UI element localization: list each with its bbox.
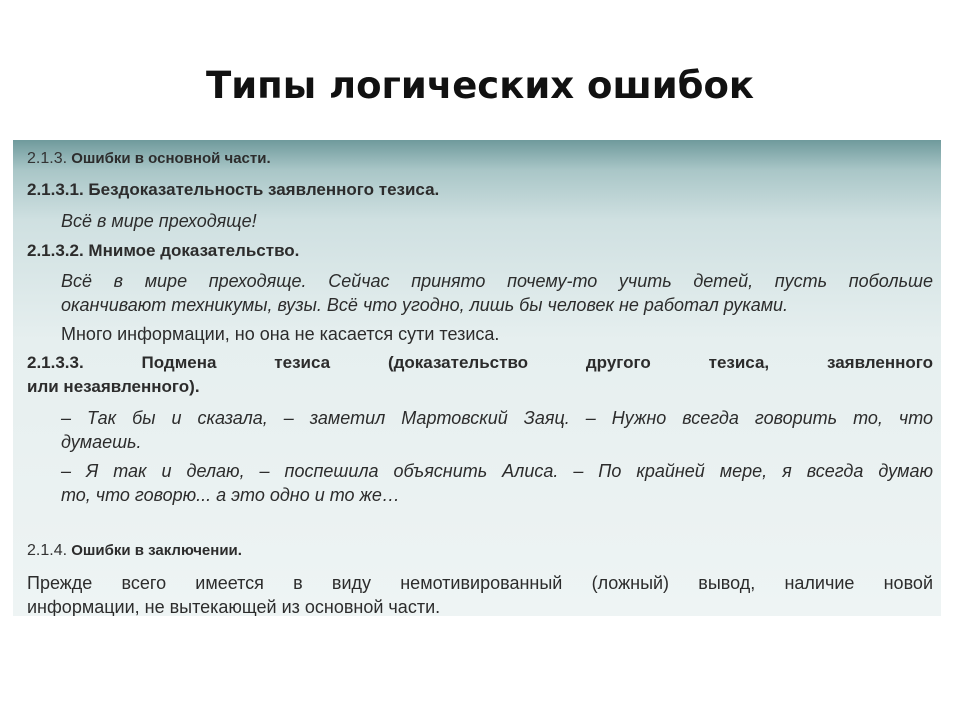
section-2-1-3-2-example-line-1: Всё в мире преходяще. Сейчас принято почему-то учить детей, пусть побольше <box>61 271 933 291</box>
quote-1-line-2: думаешь. <box>61 432 142 452</box>
section-2-1-4-heading <box>27 542 941 560</box>
textbook-excerpt-panel <box>13 140 941 616</box>
quote-2-line-2: то, что говорю... а это одно и то же… <box>61 485 400 505</box>
quote-1-line-1: – Так бы и сказала, – заметил Мартовский Заяц. – Нужно всегда говорить то, что <box>61 408 933 428</box>
section-2-1-3-3-heading-line-1: 2.1.3.3. Подмена тезиса (доказательство другого тезиса, заявленного <box>27 353 933 372</box>
section-2-1-4-text-line-2: информации, не вытекающей из основной части. <box>27 597 441 616</box>
section-2-1-4-title: Ошибки в заключении. <box>71 542 242 559</box>
section-2-1-3-3-heading-line-2: или незаявленного). <box>27 377 200 396</box>
section-2-1-4-number: 2.1.4. <box>27 542 68 559</box>
slide-title: Типы логических ошибок <box>205 64 755 107</box>
section-2-1-3-number: 2.1.3. <box>27 150 68 167</box>
section-2-1-3-2-note: Много информации, но она не касается сути тезиса. <box>61 324 500 344</box>
section-2-1-3-title: Ошибки в основной части. <box>71 150 271 167</box>
section-2-1-3-1-example: Всё в мире преходяще! <box>61 211 257 231</box>
quote-2-line-1: – Я так и делаю, – поспешила объяснить Алиса. – По крайней мере, я всегда думаю <box>61 461 933 481</box>
section-2-1-3-2-example-line-2: оканчивают техникумы, вузы. Всё что угодно, лишь бы человек не работал руками. <box>61 295 789 315</box>
section-2-1-4-text-line-1: Прежде всего имеется в виду немотивированный (ложный) вывод, наличие новой <box>27 573 933 593</box>
section-2-1-3-heading <box>27 150 941 168</box>
section-2-1-3-2-heading: 2.1.3.2. Мнимое доказательство. <box>27 241 300 260</box>
section-2-1-3-1-heading: 2.1.3.1. Бездоказательность заявленного тезиса. <box>27 180 440 199</box>
